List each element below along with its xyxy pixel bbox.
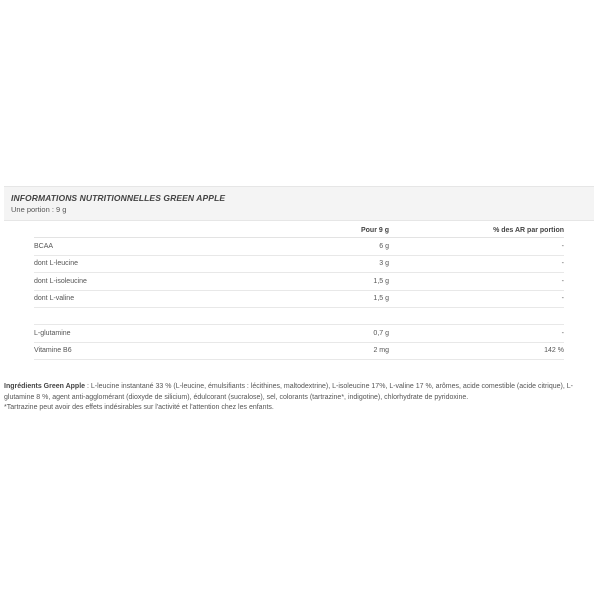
nutrient-ar: - bbox=[389, 325, 564, 343]
nutrition-panel-header bbox=[4, 187, 594, 221]
nutrient-ar: 142 % bbox=[389, 342, 564, 360]
table-spacer-row bbox=[34, 308, 564, 325]
nutrient-per-serving: 0,7 g bbox=[304, 325, 389, 343]
nutrient-name: dont L-leucine bbox=[34, 255, 304, 273]
ingredients-text: : L-leucine instantané 33 % (L-leucine, émulsifiants : lécithines, maltodextrine), L-isoleucine 17%, L-valine 17 %, arômes, acide comestible (acide citrique), L-glutamine 8 %, agent anti-agglomérant (dioxyde de silicium), édulcorant (sucralose), sel, colorants (tartrazine*, indigotine), chlorhydrate de pyridoxine. bbox=[4, 383, 573, 401]
nutrition-panel bbox=[4, 186, 594, 377]
nutrient-name: Vitamine B6 bbox=[34, 342, 304, 360]
ingredients-section bbox=[4, 382, 596, 414]
header-per-serving: Pour 9 g bbox=[304, 223, 389, 238]
nutrient-ar: - bbox=[389, 290, 564, 308]
nutrient-name: L-glutamine bbox=[34, 325, 304, 343]
table-row bbox=[34, 325, 564, 343]
nutrient-per-serving: 2 mg bbox=[304, 342, 389, 360]
table-row bbox=[34, 238, 564, 256]
nutrient-ar: - bbox=[389, 255, 564, 273]
nutrient-per-serving: 6 g bbox=[304, 238, 389, 256]
nutrient-per-serving: 1,5 g bbox=[304, 273, 389, 291]
table-row bbox=[34, 273, 564, 291]
table-row bbox=[34, 255, 564, 273]
nutrient-ar: - bbox=[389, 238, 564, 256]
nutrient-name: dont L-isoleucine bbox=[34, 273, 304, 291]
table-row bbox=[34, 342, 564, 360]
nutrient-name: BCAA bbox=[34, 238, 304, 256]
ingredients-label: Ingrédients Green Apple bbox=[4, 383, 86, 390]
ingredients-paragraph bbox=[4, 382, 596, 403]
nutrition-table bbox=[34, 223, 564, 360]
tartrazine-note: *Tartrazine peut avoir des effets indésirables sur l'activité et l'attention chez les enfants. bbox=[4, 404, 274, 411]
header-nutrient bbox=[34, 223, 304, 238]
nutrient-name: dont L-valine bbox=[34, 290, 304, 308]
nutrient-ar: - bbox=[389, 273, 564, 291]
header-ar-percent: % des AR par portion bbox=[389, 223, 564, 238]
nutrient-per-serving: 1,5 g bbox=[304, 290, 389, 308]
table-header-row bbox=[34, 223, 564, 238]
table-row bbox=[34, 290, 564, 308]
nutrition-title: INFORMATIONS NUTRITIONNELLES GREEN APPLE bbox=[11, 193, 226, 203]
nutrient-per-serving: 3 g bbox=[304, 255, 389, 273]
serving-size: Une portion : 9 g bbox=[11, 205, 67, 214]
